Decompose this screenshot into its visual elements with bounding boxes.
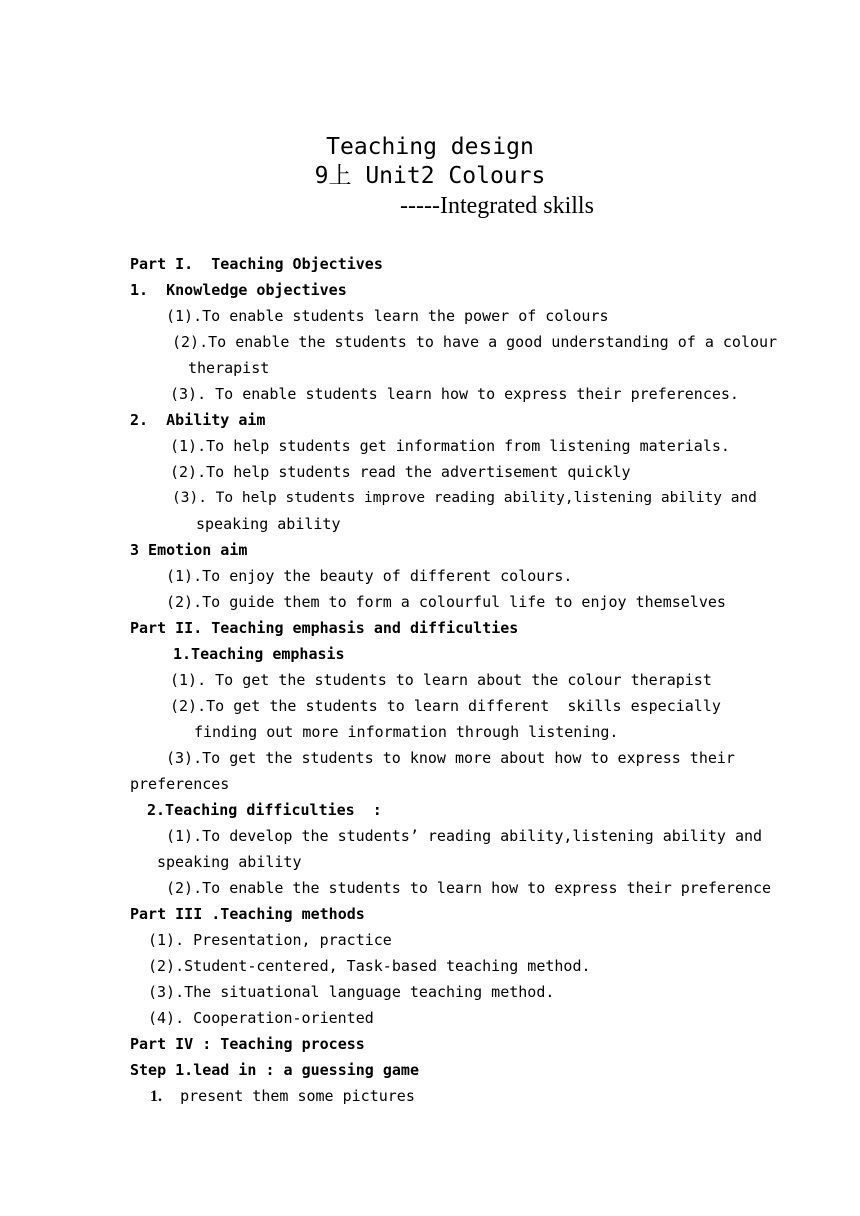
step1-list-item — [150, 1086, 415, 1107]
knowledge-item-2: (2).To enable the students to have a good understanding of a colour — [172, 333, 778, 351]
part1-heading: Part I. Teaching Objectives — [130, 255, 383, 273]
part3-heading: Part III .Teaching methods — [130, 905, 365, 923]
doc-unit-title: 9上 Unit2 Colours — [314, 163, 546, 189]
knowledge-item-2-cont: therapist — [188, 359, 270, 377]
emphasis-item-3-cont: preferences — [130, 775, 230, 793]
difficulties-item-1-cont: speaking ability — [157, 853, 302, 871]
step1-list-number: 1. — [150, 1088, 162, 1105]
emotion-item-2: (2).To guide them to form a colourful life to enjoy themselves — [166, 593, 726, 611]
methods-item-1: (1). Presentation, practice — [148, 931, 392, 949]
emphasis-item-2: (2).To get the students to learn different skills especially — [170, 697, 721, 715]
emotion-item-1: (1).To enjoy the beauty of different colours. — [166, 567, 573, 585]
difficulties-item-1: (1).To develop the students’ reading ability,listening ability and — [166, 827, 763, 845]
emphasis-heading: 1.Teaching emphasis — [173, 645, 345, 663]
doc-subtitle: -----Integrated skills — [400, 193, 594, 219]
part4-heading: Part IV : Teaching process — [130, 1035, 365, 1053]
ability-item-3: (3). To help students improve reading ability,listening ability and — [172, 490, 757, 506]
methods-item-4: (4). Cooperation-oriented — [148, 1009, 374, 1027]
methods-item-3: (3).The situational language teaching method. — [148, 983, 555, 1001]
doc-title: Teaching design — [326, 134, 534, 160]
knowledge-item-1: (1).To enable students learn the power of colours — [166, 307, 609, 325]
ability-heading: 2. Ability aim — [130, 411, 266, 429]
ability-item-2: (2).To help students read the advertisement quickly — [170, 463, 631, 481]
part2-heading: Part II. Teaching emphasis and difficulties — [130, 619, 519, 637]
ability-item-3-cont: speaking ability — [196, 515, 341, 533]
emotion-heading: 3 Emotion aim — [130, 541, 248, 559]
step1-list-text: present them some pictures — [180, 1087, 415, 1105]
step1-heading: Step 1.lead in : a guessing game — [130, 1061, 419, 1079]
emphasis-item-3: (3).To get the students to know more about how to express their — [166, 749, 735, 767]
ability-item-1: (1).To help students get information from listening materials. — [170, 437, 730, 455]
emphasis-item-2-cont: finding out more information through listening. — [194, 723, 619, 741]
emphasis-item-1: (1). To get the students to learn about the colour therapist — [170, 671, 712, 689]
knowledge-item-3: (3). To enable students learn how to express their preferences. — [170, 385, 739, 403]
methods-item-2: (2).Student-centered, Task-based teaching method. — [148, 957, 591, 975]
difficulties-item-2: (2).To enable the students to learn how to express their preference — [166, 879, 772, 897]
difficulties-heading: 2.Teaching difficulties : — [147, 801, 382, 819]
knowledge-heading: 1. Knowledge objectives — [130, 281, 347, 299]
